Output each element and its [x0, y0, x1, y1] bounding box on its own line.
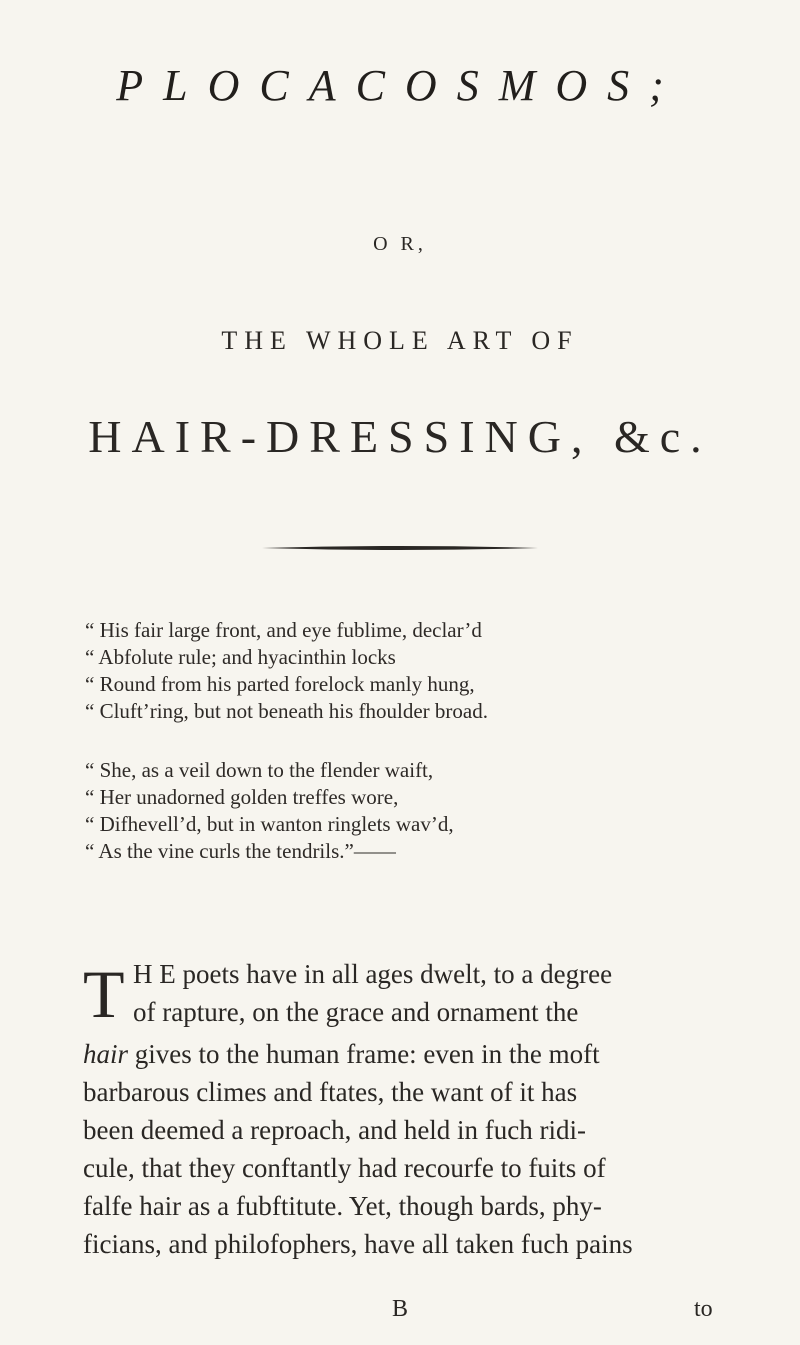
body-line: of rapture, on the grace and ornament the: [133, 997, 579, 1027]
body-line: falfe hair as a fubftitute. Yet, though bards, phy-: [83, 1191, 602, 1221]
body-line: H E poets have in all ages dwelt, to a degree: [133, 959, 613, 989]
verse-line: “ Cluft’ring, but not beneath his fhoulder broad.: [85, 699, 488, 723]
main-heading: HAIR-DRESSING, &c.: [88, 411, 712, 462]
ornamental-rule: [262, 545, 538, 551]
body-paragraph: [83, 1035, 633, 1263]
subtitle: THE WHOLE ART OF: [221, 326, 579, 355]
verse-line: “ Her unadorned golden treffes wore,: [85, 785, 399, 809]
verse-line: “ She, as a veil down to the flender waift,: [85, 758, 434, 782]
book-title: PLOCACOSMOS;: [116, 61, 684, 110]
body-line-text: gives to the human frame: even in the moft: [128, 1039, 600, 1069]
body-line: cule, that they conftantly had recourfe to fuits of: [83, 1153, 606, 1183]
verse-line: “ Difhevell’d, but in wanton ringlets wav’d,: [85, 812, 454, 836]
verse-line: “ Round from his parted forelock manly hung,: [85, 672, 475, 696]
body-line: barbarous climes and ftates, the want of it has: [83, 1077, 578, 1107]
signature-mark: B: [392, 1296, 409, 1322]
verse-line: “ As the vine curls the tendrils.”——: [85, 839, 396, 863]
verse-line: “ His fair large front, and eye fublime, declar’d: [85, 618, 482, 642]
catchword: to: [694, 1296, 713, 1322]
verse-stanza-1: [85, 617, 725, 725]
title-or: O R,: [373, 233, 427, 255]
body-line: ficians, and philofophers, have all taken fuch pains: [83, 1229, 633, 1259]
body-line: [83, 1035, 633, 1073]
verse-line: “ Abfolute rule; and hyacinthin locks: [85, 645, 396, 669]
italic-word: hair: [83, 1039, 129, 1069]
drop-cap: T: [83, 956, 125, 1032]
body-line: been deemed a reproach, and held in fuch ridi-: [83, 1115, 587, 1145]
verse-stanza-2: [85, 757, 725, 865]
